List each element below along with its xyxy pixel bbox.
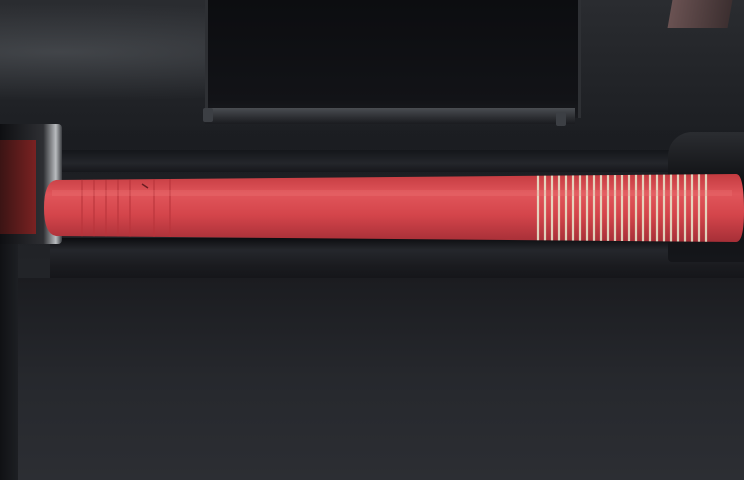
top-rail	[205, 108, 575, 124]
red-rod	[42, 172, 744, 250]
rod-body	[44, 174, 744, 242]
left-edge-shadow	[0, 240, 18, 480]
left-clamp-red-end	[0, 140, 36, 234]
rod-highlight	[52, 190, 732, 196]
corner-tag	[668, 0, 733, 28]
right-bolt	[556, 112, 566, 126]
upper-support-rail	[40, 150, 744, 172]
base-surface	[0, 278, 744, 480]
back-plate	[205, 0, 581, 118]
left-bolt	[203, 108, 213, 122]
